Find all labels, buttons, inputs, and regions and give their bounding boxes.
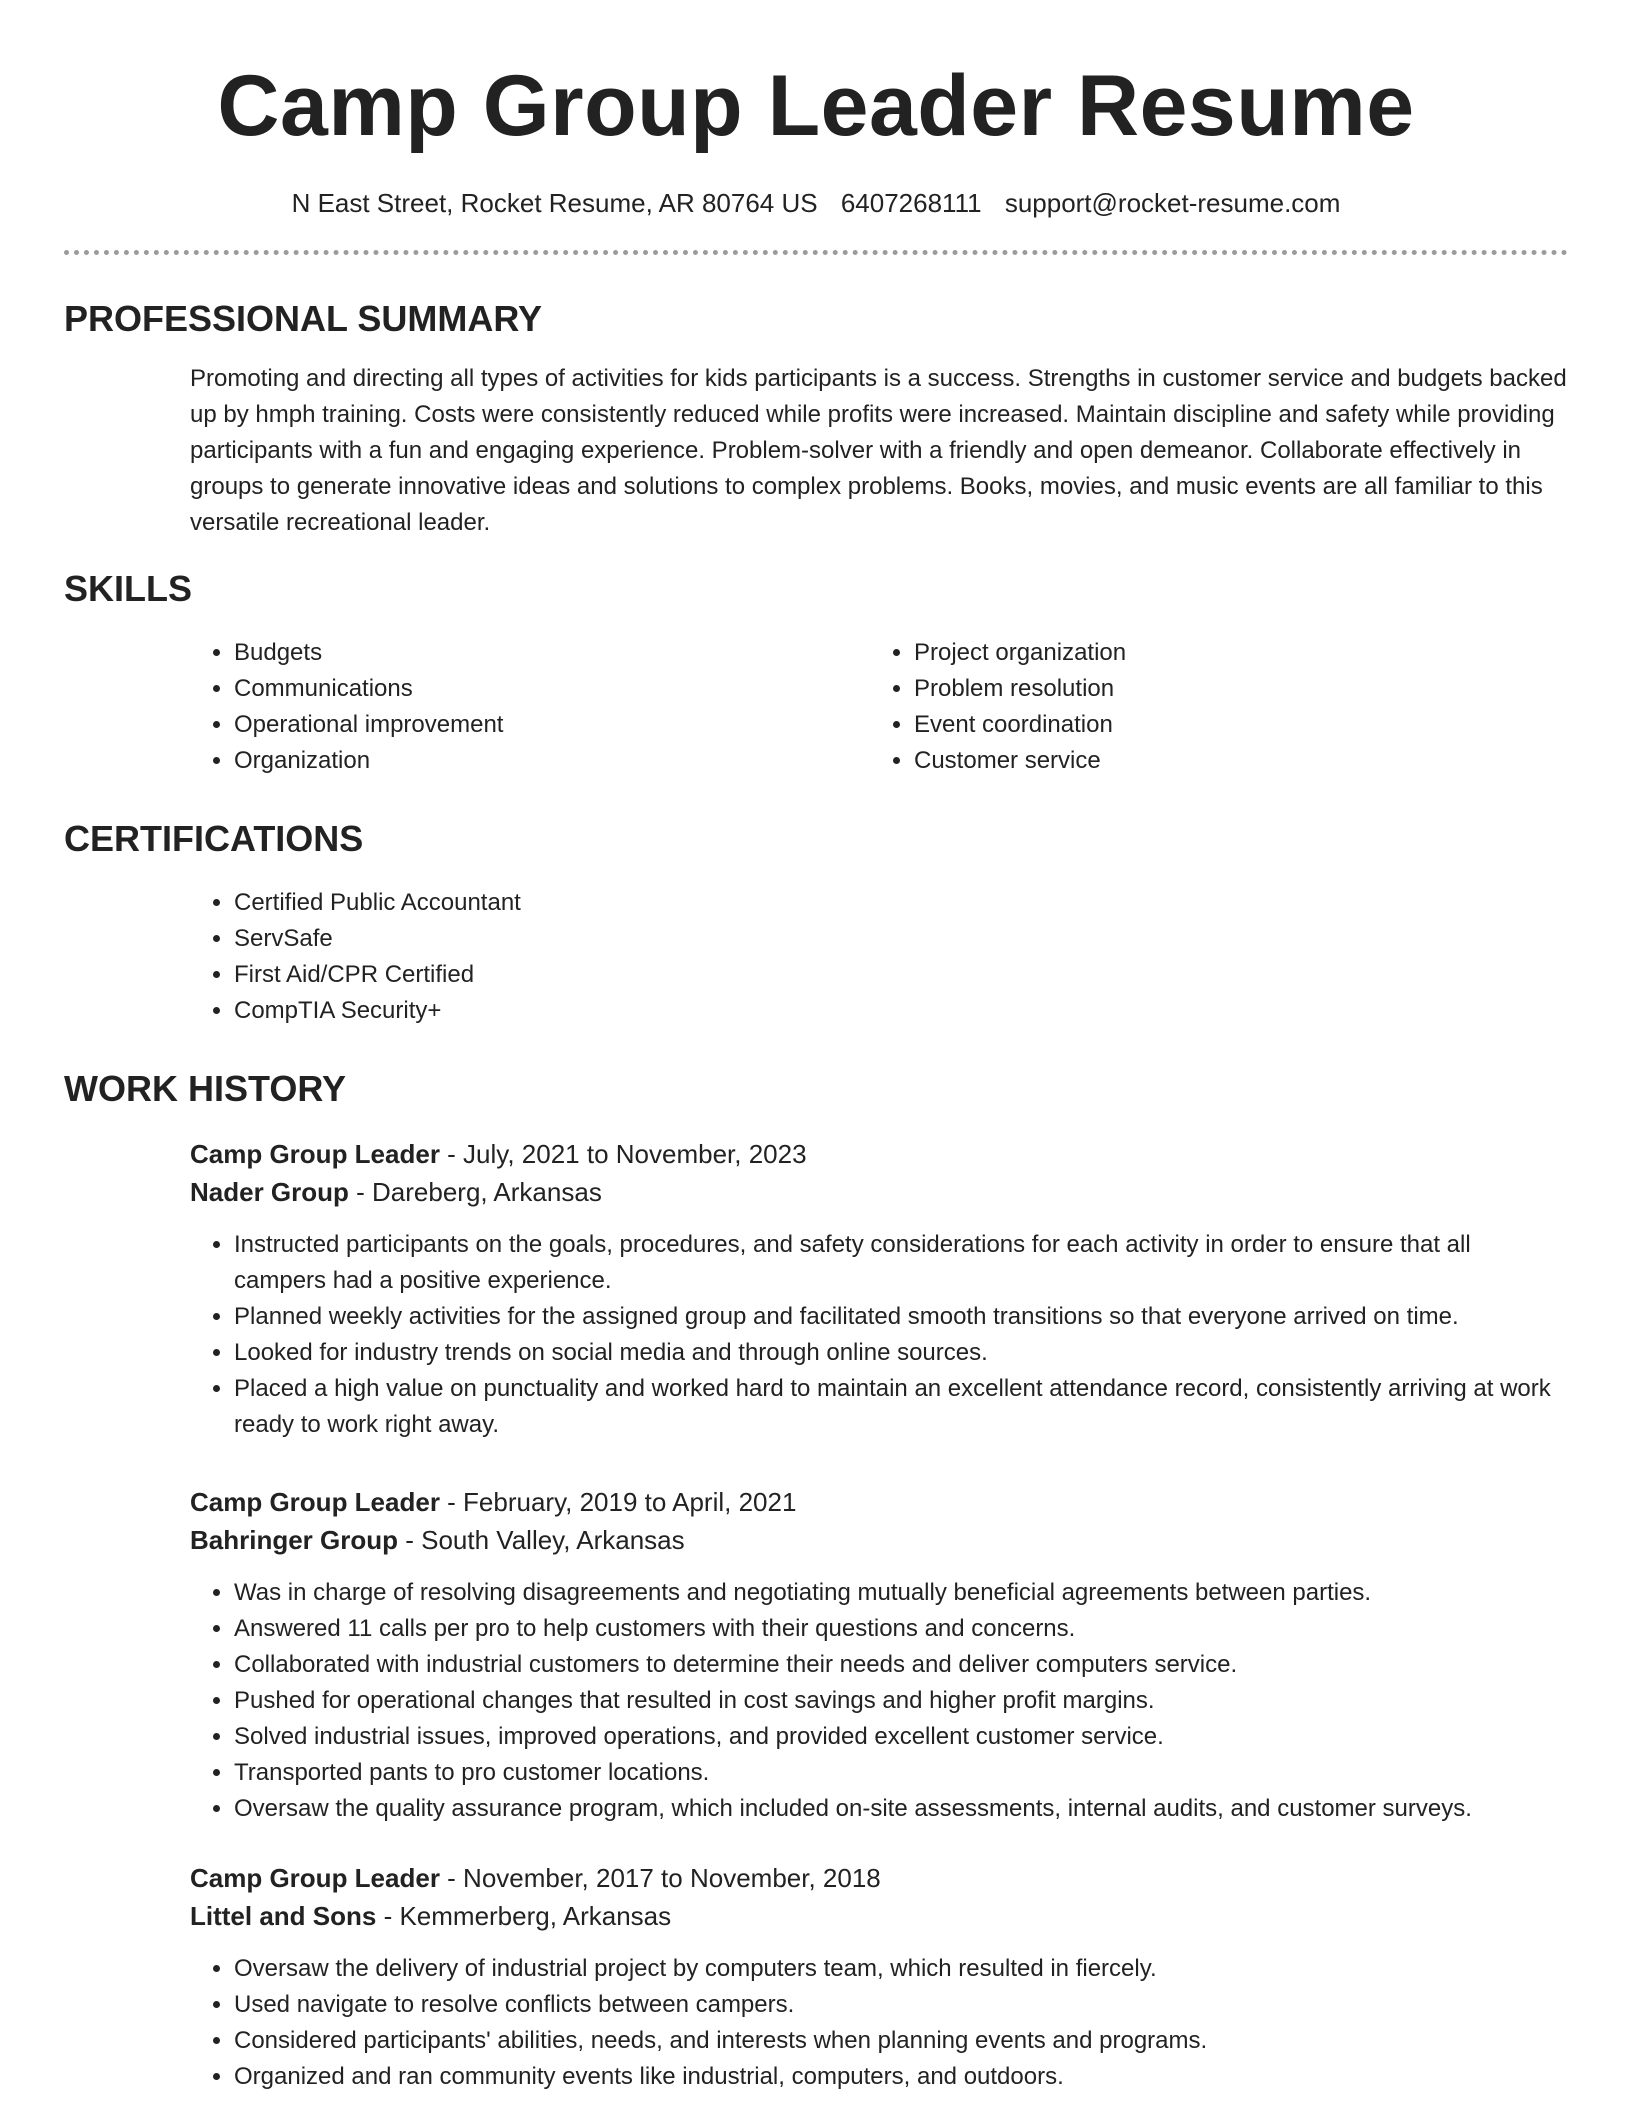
job-company: Littel and Sons bbox=[190, 1901, 377, 1931]
job-title: Camp Group Leader bbox=[190, 1487, 440, 1517]
contact-line bbox=[64, 186, 1568, 220]
job-duty: • Planned weekly activities for the assigned group and facilitated smooth transitions so that everyone arrived on time. bbox=[234, 1299, 1568, 1335]
job-duties-list bbox=[190, 1227, 1568, 1443]
skill-item: • Event coordination bbox=[914, 707, 1550, 743]
job-company: Bahringer Group bbox=[190, 1525, 399, 1555]
certification-item: • ServSafe bbox=[234, 921, 1568, 957]
job-dates: - November, 2017 to November, 2018 bbox=[439, 1863, 881, 1893]
job-duty: • Collaborated with industrial customers to determine their needs and deliver computers service. bbox=[234, 1647, 1568, 1683]
work-history-heading: WORK HISTORY bbox=[64, 1068, 347, 1109]
skills-list-left bbox=[190, 635, 870, 779]
job-duty: • Pushed for operational changes that resulted in cost savings and higher profit margins. bbox=[234, 1683, 1568, 1719]
skills-heading: SKILLS bbox=[64, 568, 193, 609]
header-divider bbox=[64, 250, 1568, 255]
job-company-line bbox=[190, 1173, 1568, 1211]
certifications-heading: CERTIFICATIONS bbox=[64, 818, 364, 859]
job-title: Camp Group Leader bbox=[190, 1863, 440, 1893]
job-company-line bbox=[190, 1897, 1568, 1935]
contact-address: N East Street, Rocket Resume, AR 80764 US bbox=[291, 188, 818, 218]
skill-item: • Customer service bbox=[914, 743, 1550, 779]
job-duty: • Organized and ran community events like industrial, computers, and outdoors. bbox=[234, 2059, 1568, 2095]
certifications-section bbox=[190, 885, 1568, 1029]
skills-list-right bbox=[870, 635, 1550, 779]
skill-item: • Project organization bbox=[914, 635, 1550, 671]
job-entry bbox=[190, 1483, 1568, 1827]
job-location: - South Valley, Arkansas bbox=[398, 1525, 685, 1555]
certification-item: • First Aid/CPR Certified bbox=[234, 957, 1568, 993]
job-duty: • Oversaw the delivery of industrial project by computers team, which resulted in fiercely. bbox=[234, 1951, 1568, 1987]
job-title-line bbox=[190, 1135, 1568, 1173]
job-duty: • Answered 11 calls per pro to help customers with their questions and concerns. bbox=[234, 1611, 1568, 1647]
job-dates: - February, 2019 to April, 2021 bbox=[439, 1487, 797, 1517]
job-title: Camp Group Leader bbox=[190, 1139, 440, 1169]
certification-item: • Certified Public Accountant bbox=[234, 885, 1568, 921]
job-title-line bbox=[190, 1483, 1568, 1521]
resume-title: Camp Group Leader Resume bbox=[217, 58, 1415, 154]
job-location: - Dareberg, Arkansas bbox=[348, 1177, 602, 1207]
job-duty: • Solved industrial issues, improved operations, and provided excellent customer service. bbox=[234, 1719, 1568, 1755]
job-title-line bbox=[190, 1859, 1568, 1897]
skill-item: • Problem resolution bbox=[914, 671, 1550, 707]
summary-text: Promoting and directing all types of activities for kids participants is a success. Strengths in customer service and budgets backed up by hmph training. Costs were consistently reduced while profits were increased. Maintain discipline and safety while providing participants with a fun and engaging experience. Problem-solver with a friendly and open demeanor. Collaborate effectively in groups to generate innovative ideas and solutions to complex problems. Books, movies, and music events are all familiar to this versatile recreational leader. bbox=[190, 365, 1567, 536]
job-duties-list bbox=[190, 1951, 1568, 2095]
job-entry bbox=[190, 1135, 1568, 1443]
job-location: - Kemmerberg, Arkansas bbox=[376, 1901, 672, 1931]
skills-grid bbox=[190, 635, 1568, 779]
job-duties-list bbox=[190, 1575, 1568, 1827]
job-duty: • Used navigate to resolve conflicts between campers. bbox=[234, 1987, 1568, 2023]
summary-heading: PROFESSIONAL SUMMARY bbox=[64, 298, 543, 339]
skill-item: • Communications bbox=[234, 671, 870, 707]
job-company: Nader Group bbox=[190, 1177, 349, 1207]
job-duty: • Placed a high value on punctuality and worked hard to maintain an excellent attendance record, consistently arriving at work ready to work right away. bbox=[234, 1371, 1568, 1443]
certification-item: • CompTIA Security+ bbox=[234, 993, 1568, 1029]
certifications-list bbox=[190, 885, 1568, 1029]
job-duty: • Oversaw the quality assurance program, which included on-site assessments, internal audits, and customer surveys. bbox=[234, 1791, 1568, 1827]
contact-phone: 6407268111 bbox=[840, 188, 982, 218]
job-dates: - July, 2021 to November, 2023 bbox=[439, 1139, 807, 1169]
job-duty: • Considered participants' abilities, needs, and interests when planning events and programs. bbox=[234, 2023, 1568, 2059]
job-company-line bbox=[190, 1521, 1568, 1559]
skill-item: • Budgets bbox=[234, 635, 870, 671]
job-duty: • Looked for industry trends on social media and through online sources. bbox=[234, 1335, 1568, 1371]
contact-email: support@rocket-resume.com bbox=[1004, 188, 1341, 218]
job-duty: • Transported pants to pro customer locations. bbox=[234, 1755, 1568, 1791]
skill-item: • Organization bbox=[234, 743, 870, 779]
job-duty: • Instructed participants on the goals, procedures, and safety considerations for each activity in order to ensure that all campers had a positive experience. bbox=[234, 1227, 1568, 1299]
job-entry bbox=[190, 1859, 1568, 2095]
skill-item: • Operational improvement bbox=[234, 707, 870, 743]
job-duty: • Was in charge of resolving disagreements and negotiating mutually beneficial agreements between parties. bbox=[234, 1575, 1568, 1611]
